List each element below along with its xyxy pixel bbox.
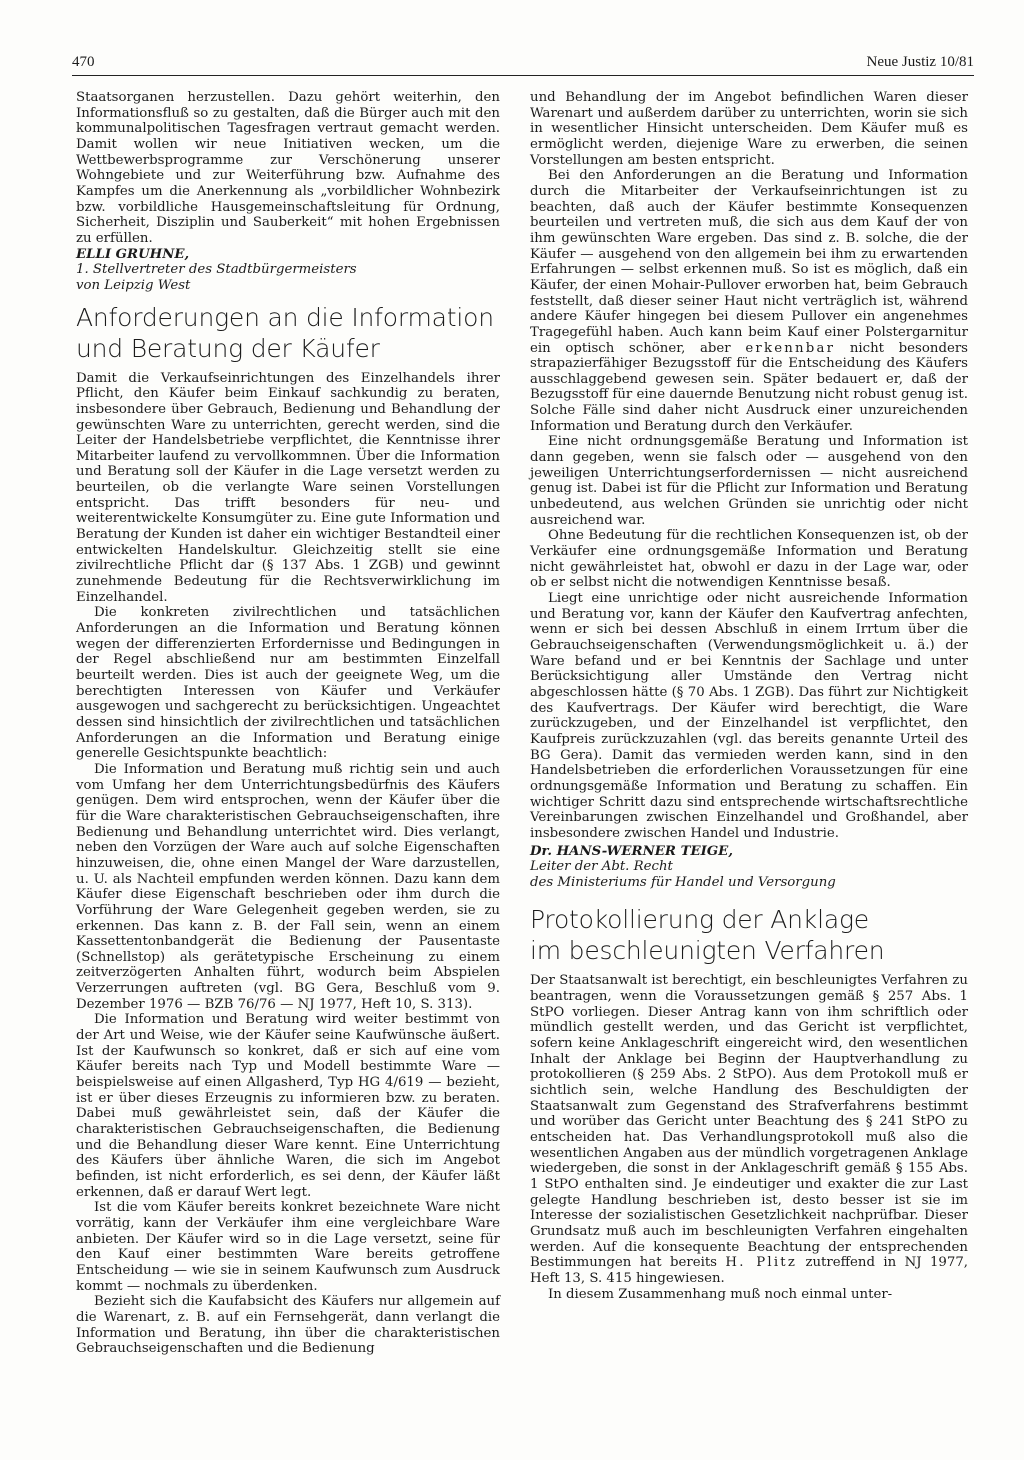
heading-line: und Beratung der Käufer [76,333,380,363]
paragraph-text: nicht besonders strapazierfähiger Bezugsstoff für die Entscheidung des Käufers ausschlaggebend gewesen sein. Später bedauert er, daß der Bezugsstoff für eine dauernde Benutzung nicht robust genug ist. Solche Fälle sind daher nicht Ausdruck einer unzureichenden Information und Beratung durch den Verkäufer. [530,340,969,434]
paragraph: Ist die vom Käufer bereits konkret bezeichnete Ware nicht vorrätig, kann der Verkäufer ihm eine vergleichbare Ware anbieten. Der Käufer wird so in die Lage versetzt, seine für den Kauf einer bestimmten Ware bereits getroffene Entscheidung — wie sie in seinem Kaufwunsch zum Ausdruck kommt — nochmals zu überdenken. [76,1200,500,1294]
paragraph: Bezieht sich die Kaufabsicht des Käufers nur allgemein auf die Warenart, z. B. auf ein Fernsehgerät, dann verlangt die Information und Beratung, ihn über die charakteristischen Gebrauchseigenschaften und die Bedienung [76,1294,500,1357]
paragraph-text: Der Staatsanwalt ist berechtigt, ein beschleunigtes Verfahren zu beantragen, wenn die Voraussetzungen gemäß § 257 Abs. 1 StPO vorliegen. Dieser Antrag kann von ihm schriftlich oder mündlich gestellt werden, und das Gericht ist verpflichtet, sofern keine Anklageschrift eingereicht wird, den wesentlichen Inhalt der Anklage bei Beginn der Hauptverhandlung zu protokollieren (§ 259 Abs. 2 StPO). Aus dem Protokoll muß er sichtlich sein, welche Handlung des Beschuldigten der Staatsanwalt zum Gegenstand des Strafverfahrens bestimmt und worüber das Gericht unter Beachtung des § 241 StPO zu entscheiden hat. Das Verhandlungsprotokoll muß also die wesentlichen Angaben aus der mündlich vorgetragenen Anklage wiedergeben, die sonst in der Anklageschrift gemäß § 155 Abs. 1 StPO enthalten sind. Je eindeutiger und exakter die zur Last gelegte Handlung beschrieben ist, desto besser ist sie im Interesse der sozialistischen Gesetzlichkeit nachprüfbar. Dieser Grundsatz muß auch im beschleunigten Verfahren eingehalten werden. Auf die konsequente Beachtung der entsprechenden Bestimmungen hat bereits [530,973,968,1271]
signature-name: Dr. HANS-WERNER TEIGE, [530,843,733,859]
paragraph: Damit die Verkaufseinrichtungen des Einzelhandels ihrer Pflicht, den Käufer beim Einkauf sachkundig zu beraten, insbesondere über Gebrauch, Bedienung und Behandlung der gewünschten Ware zu unterrichten, gerecht werden, sind die Leiter der Handelsbetriebe verpflichtet, die Kenntnisse ihrer Mitarbeiter laufend zu vervollkommnen. Über die Information und Beratung soll der Käufer in die Lage versetzt werden zu beurteilen, ob die verlangte Ware seinen Vorstellungen entspricht. Das trifft besonders für neu- und weiterentwickelte Konsumgüter zu. Eine gute Information und Beratung der Kunden ist daher ein wichtiger Bestandteil einer entwickelten Handelskultur. Gleichzeitig stellt sie eine zivilrechtliche Pflicht dar (§ 137 Abs. 1 ZGB) und gewinnt zunehmende Bedeutung für die Rechtsverwirklichung im Einzelhandel. [76,370,500,605]
paragraph: Ohne Bedeutung für die rechtlichen Konsequenzen ist, ob der Verkäufer eine ordnungsgemäße Information und Beratung nicht gewährleistet hat, obwohl er dazu in der Lage war, oder ob er selbst nicht die notwendigen Kenntnisse besaß. [530,528,968,591]
heading-line: Anforderungen an die Information [76,302,494,332]
paragraph: Eine nicht ordnungsgemäße Beratung und Information ist dann gegeben, wenn sie falsch oder — ausgehend von den jeweiligen Unterrichtungserfordernissen — nicht ausreichend genug ist. Dabei ist für die Pflicht zur Information und Beratung unbedeutend, aus welchen Gründen sie unrichtig oder nicht ausreichend war. [530,434,968,528]
heading-line: im beschleunigten Verfahren [530,936,885,966]
journal-issue: Neue Justiz 10/81 [866,54,974,70]
paragraph: Die Information und Beratung muß richtig sein und auch vom Umfang her dem Unterrichtungsbedürfnis des Käufers genügen. Dem wird entsprochen, wenn der Käufer über die für die Ware charakteristischen Gebrauchseigenschaften, ihre Bedienung und Behandlung unterrichtet wird. Dies verlangt, neben den Vorzügen der Ware auch auf solche Eigenschaften hinzuweisen, die, ohne einen Mangel der Ware darzustellen, u. U. als Nachteil empfunden werden können. Dazu kann dem Käufer diese Eigenschaft beschrieben oder ihm durch die Vorführung der Ware Gelegenheit gegeben werden, sie zu erkennen. Das kann z. B. der Fall sein, wenn an einem Kassettentonbandgerät die Bedienung der Pausentaste (Schnellstop) als gerätetypische Erscheinung zu einem zeitverzögerten Anhalten führt, wodurch beim Abspielen Verzerrungen auftreten (vgl. BG Gera, Beschluß vom 9. Dezember 1976 — BZB 76/76 — NJ 1977, Heft 10, S. 313). [76,761,500,1012]
paragraph-text: Bei den Anforderungen an die Beratung und Information durch die Mitarbeiter der Verkaufseinrichtungen ist zu beachten, daß auch der Käufer bestimmte Konsequenzen beurteilen und vertreten muß, die sich aus dem Kauf der von ihm gewünschten Ware ergeben. Das sind z. B. solche, die der Käufer — ausgehend von den allgemein bei ihm zu erwartenden Erfahrungen — selbst erkennen muß. So ist es möglich, daß ein Käufer, der einen Mohair-Pullover erworben hat, beim Gebrauch feststellt, daß dieser seiner Haut nicht verträglich ist, während andere Käufer hingegen bei diesem Pullover ein angenehmes Tragegefühl haben. Auch kann beim Kauf einer Polstergarnitur ein optisch schöner, aber [530,168,968,356]
paragraph-text: in NJ 1977, Heft 13, S. 415 hingewiesen. [530,1255,969,1286]
paragraph [530,973,968,1286]
page-header [72,54,974,74]
left-column [76,90,500,1357]
signature-title: von Leipzig West [76,277,191,293]
intro-paragraph: Staatsorganen herzustellen. Dazu gehört weiterhin, den Informationsfluß so zu gestalten, daß die Bürger auch mit den kommunalpolitischen Tagesfragen vertraut gemacht werden. Damit wollen wir neue Initiativen wecken, um die Wettbewerbsprogramme zur Verschönerung unserer Wohngebiete und zur Weiterführung bzw. Aufnahme des Kampfes um die Anerkennung als „vorbildlicher Wohnbezirk bzw. vorbildliche Hausgemeinschaftsleitung für Ordnung, Sicherheit, Disziplin und Sauberkeit“ mit hohen Ergebnissen zu erfüllen. [76,90,500,246]
paragraph: Die Information und Beratung wird weiter bestimmt von der Art und Weise, wie der Käufer seine Kaufwünsche äußert. Ist der Kaufwunsch so konkret, daß er sich auf eine vom Käufer bereits nach Typ und Modell bestimmte Ware — beispielsweise auf einen Allgasherd, Typ HG 4/619 — bezieht, ist er über dieses Erzeugnis zu informieren bzw. zu beraten. Dabei muß gewährleistet sein, daß der Käufer die charakteristischen Gebrauchseigenschaften, die Bedienung und die Behandlung dieser Ware kennt. Eine Unterrichtung des Käufers über ähnliche Waren, die sich im Angebot befinden, ist nicht erforderlich, es sei denn, der Käufer läßt erkennen, daß er darauf Wert legt. [76,1012,500,1200]
article-heading [76,302,500,364]
article-heading [530,904,968,966]
paragraph-text: zutreffend [805,1255,875,1271]
paragraph: Liegt eine unrichtige oder nicht ausreichende Information und Beratung vor, kann der Käufer den Kaufvertrag anfechten, wenn er sich bei dessen Abschluß in einem Irrtum über die Gebrauchseigenschaften (Verwendungsmöglichkeit u. ä.) der Ware befand und er bei Kenntnis der Sachlage und unter Berücksichtigung aller Umstände den Vertrag nicht abgeschlossen hätte (§ 70 Abs. 1 ZGB). Das führt zur Nichtigkeit des Kaufvertrags. Der Käufer wird berechtigt, die Ware zurückzugeben, und der Einzelhandel ist verpflichtet, den Kaufpreis zurückzuzahlen (vgl. das bereits genannte Urteil des BG Gera). Damit das vermieden werden kann, sind in den Handelsbetrieben die erforderlichen Voraussetzungen für eine ordnungsgemäße Information und Beratung zu schaffen. Ein wichtiger Schritt dazu sind entsprechende wirtschaftsrechtliche Vereinbarungen zwischen Einzelhandel und Großhandel, aber insbesondere zwischen Handel und Industrie. [530,591,968,841]
author-spaced: H. Plitz [725,1255,798,1271]
header-rule [72,75,974,76]
signature-title: des Ministeriums für Handel und Versorgung [530,874,836,890]
signature-teige [530,844,968,891]
emphasis-spaced: erkennbar [745,340,836,356]
paragraph: und Behandlung der im Angebot befindlichen Waren dieser Warenart und außerdem darüber zu unterrichten, worin sie sich in wesentlicher Hinsicht unterscheiden. Dem Käufer muß es ermöglicht werden, diejenige Ware zu erwerben, die seinen Vorstellungen am besten entspricht. [530,90,968,168]
right-column [530,90,968,1302]
signature-name: ELLI GRUHNE, [76,246,190,262]
signature-title: Leiter der Abt. Recht [530,859,673,875]
signature-gruhne [76,247,500,294]
signature-title: 1. Stellvertreter des Stadtbürgermeisters [76,262,357,278]
paragraph: In diesem Zusammenhang muß noch einmal unter- [548,1286,893,1302]
paragraph: Die konkreten zivilrechtlichen und tatsächlichen Anforderungen an die Information und Beratung können wegen der differenzierten Erfordernisse und Bedingungen in der Regel abschließend nur am bestimmten Einzelfall beurteilt werden. Dies ist auch der geeignete Weg, um die berechtigten Interessen von Käufer und Verkäufer ausgewogen und sachgerecht zu berücksichtigen. Ungeachtet dessen sind hinsichtlich der zivilrechtlichen und tatsächlichen Anforderungen an die Information und Beratung einige generelle Gesichtspunkte beachtlich: [76,605,500,762]
page-number: 470 [72,54,95,70]
paragraph [530,168,968,434]
heading-line: Protokollierung der Anklage [530,905,869,935]
